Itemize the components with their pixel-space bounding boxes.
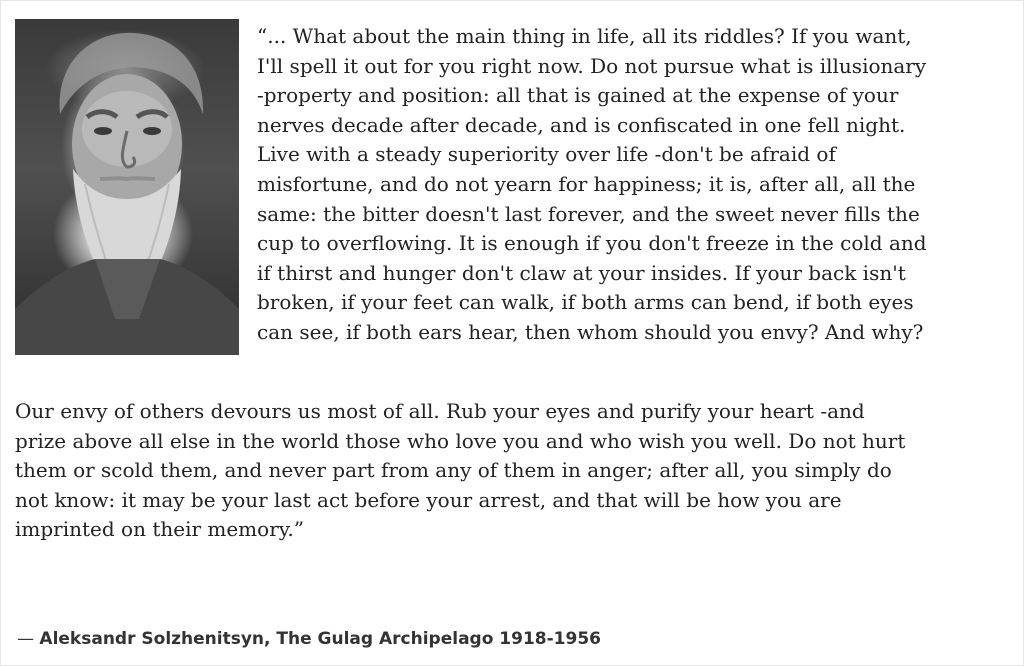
quote-line: prize above all else in the world those who love you and who wish you well. Do not hurt — [15, 428, 906, 453]
quote-line: if thirst and hunger don't claw at your insides. If your back isn't — [257, 260, 906, 285]
quote-line: “... What about the main thing in life, all its riddles? If you want, — [257, 24, 912, 48]
quote-line: broken, if your feet can walk, if both arms can bend, if both eyes — [257, 290, 914, 315]
quote-attribution — [17, 628, 601, 650]
quote-line: Live with a steady superiority over life -don't be afraid of — [257, 142, 836, 167]
quote-text-lower — [15, 397, 1015, 545]
quote-line: Our envy of others devours us most of all. Rub your eyes and purify your heart -and — [15, 399, 865, 423]
author-portrait-photo — [15, 19, 239, 355]
quote-line: them or scold them, and never part from any of them in anger; after all, you simply do — [15, 458, 892, 483]
quote-line: not know: it may be your last act before your arrest, and that will be how you are — [15, 487, 842, 512]
quote-line: I'll spell it out for you right now. Do not pursue what is illusionary — [257, 53, 927, 78]
quote-line: misfortune, and do not yearn for happiness; it is, after all, all the — [257, 171, 916, 196]
portrait-illustration — [15, 19, 239, 355]
quote-text-upper — [257, 22, 1017, 348]
quote-line: -property and position: all that is gained at the expense of your — [257, 83, 899, 108]
quote-line: can see, if both ears hear, then whom should you envy? And why? — [257, 319, 924, 344]
quote-line: same: the bitter doesn't last forever, and the sweet never fills the — [257, 201, 920, 226]
quote-line: cup to overflowing. It is enough if you don't freeze in the cold and — [257, 231, 927, 256]
quote-line: imprinted on their memory.” — [15, 517, 304, 542]
attribution-text: Aleksandr Solzhenitsyn, The Gulag Archipelago 1918-1956 — [39, 629, 601, 649]
attribution-dash: — — [17, 629, 40, 649]
quote-line: nerves decade after decade, and is confiscated in one fell night. — [257, 112, 906, 137]
